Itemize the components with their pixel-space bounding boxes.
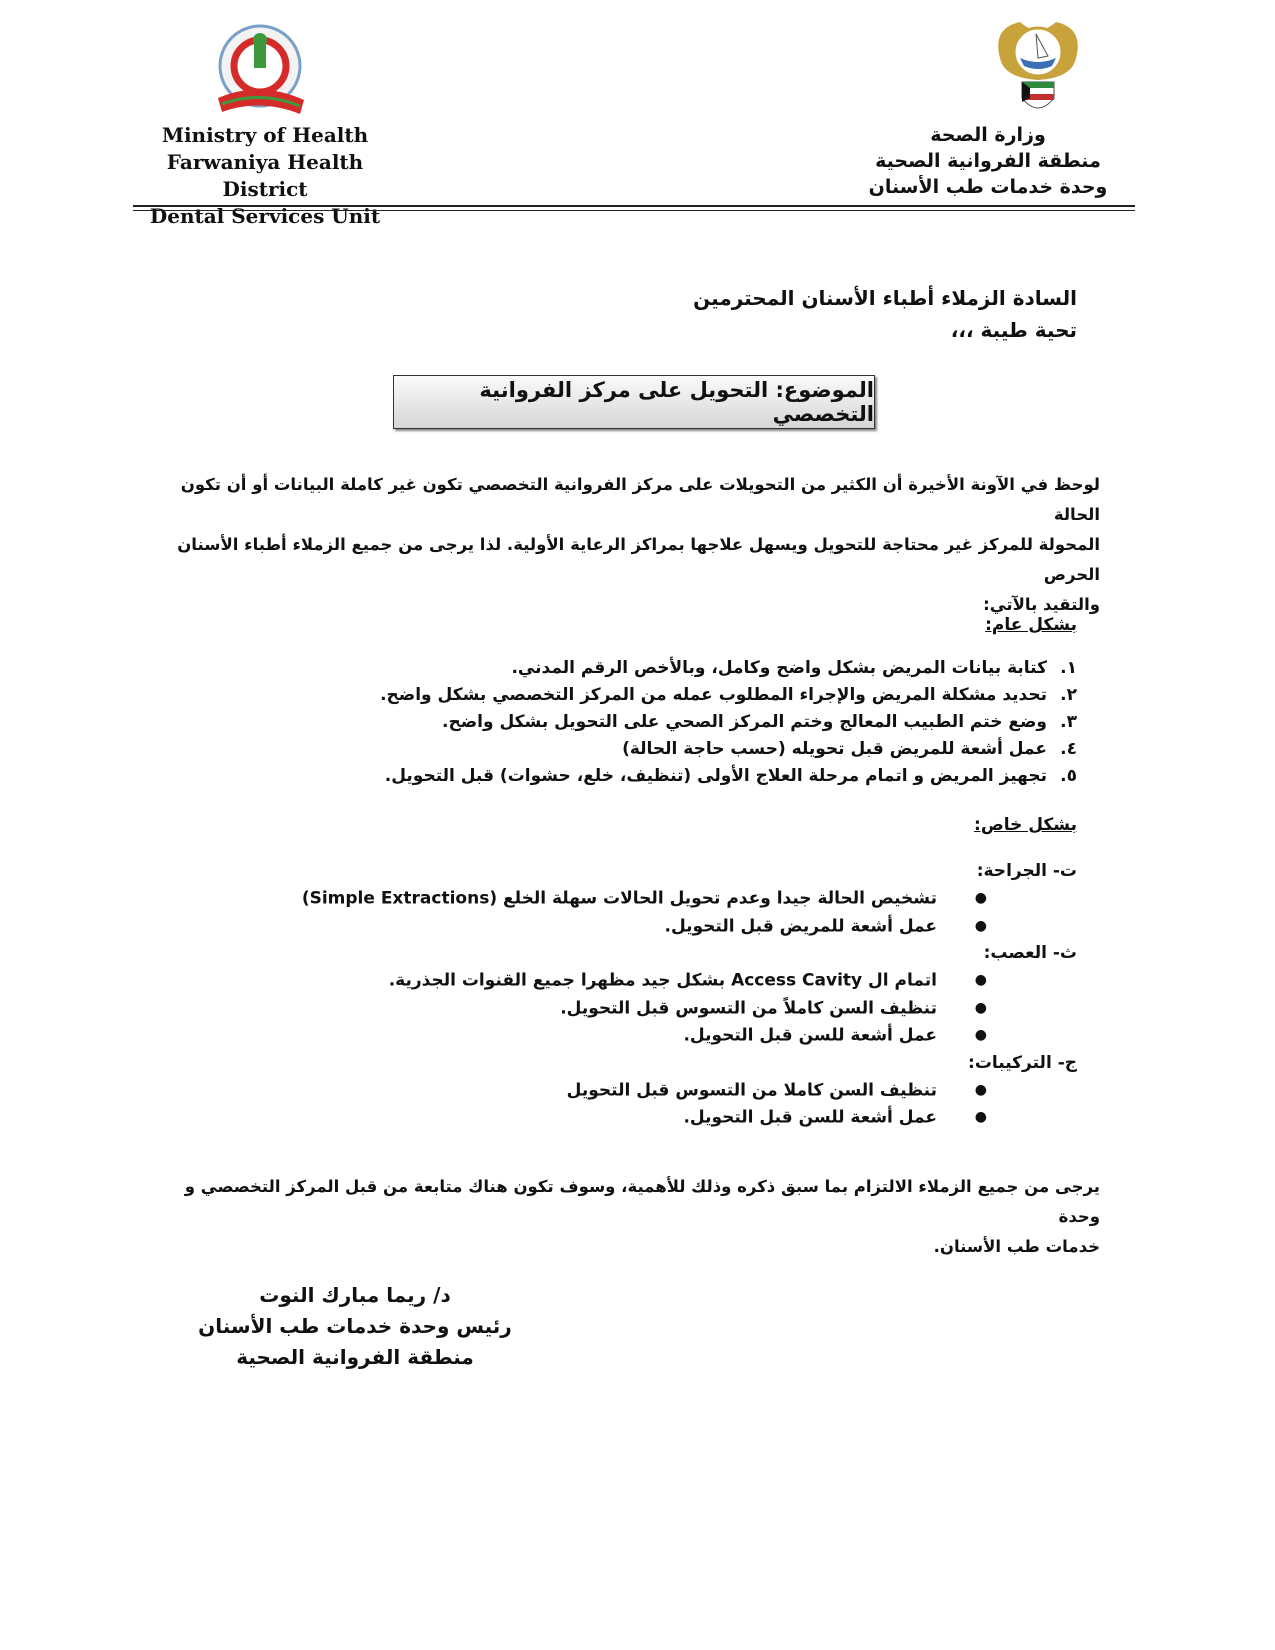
bullet-text: تنظيف السن كاملاً من التسوس قبل التحويل. bbox=[560, 998, 937, 1018]
bullet-item bbox=[197, 1104, 987, 1132]
item-text: كتابة بيانات المريض بشكل واضح وكامل، وبالأخص الرقم المدني. bbox=[511, 658, 1047, 678]
bullet-icon: ● bbox=[974, 999, 987, 1016]
group-label: ت- الجراحة: bbox=[976, 861, 1077, 881]
bullet-text: عمل أشعة للسن قبل التحويل. bbox=[683, 1107, 937, 1128]
general-list bbox=[217, 655, 1077, 790]
list-item bbox=[217, 763, 1077, 790]
list-item bbox=[217, 709, 1077, 736]
bullet-icon: ● bbox=[974, 1109, 987, 1125]
item-text: تحديد مشكلة المريض والإجراء المطلوب عمله من المركز التخصصي بشكل واضح. bbox=[380, 685, 1047, 705]
specific-heading: بشكل خاص: bbox=[974, 815, 1077, 835]
bullet-item bbox=[197, 1077, 987, 1105]
specific-list bbox=[197, 858, 1077, 1132]
farwaniya-district-logo bbox=[208, 18, 308, 118]
intro-line: لوحظ في الآونة الأخيرة أن الكثير من التحويلات على مركز الفروانية التخصصي تكون غير كاملة البيانات أو أن تكون الحالة bbox=[180, 475, 1100, 524]
signature-block bbox=[190, 1280, 520, 1373]
item-number: ٥. bbox=[1060, 766, 1077, 786]
bullet-text: تنظيف السن كاملا من التسوس قبل التحويل bbox=[566, 1080, 937, 1100]
general-heading: بشكل عام: bbox=[985, 615, 1077, 635]
header-en-line: Ministry of Health bbox=[161, 123, 369, 147]
header-ar-line: وحدة خدمات طب الأسنان bbox=[868, 176, 1108, 198]
intro-paragraph bbox=[140, 470, 1100, 620]
bullet-icon: ● bbox=[974, 972, 987, 988]
item-text: وضع ختم الطبيب المعالج وختم المركز الصحي على التحويل بشكل واضح. bbox=[442, 712, 1047, 732]
header-ar-line: وزارة الصحة bbox=[930, 124, 1046, 146]
bullet-icon: ● bbox=[974, 1027, 987, 1043]
item-number: ٤. bbox=[1060, 739, 1077, 759]
item-number: ٢. bbox=[1060, 685, 1077, 705]
list-item bbox=[217, 682, 1077, 709]
header-en-line: Farwaniya Health District bbox=[166, 150, 364, 201]
bullet-item bbox=[197, 995, 987, 1023]
bullet-text: تشخيص الحالة جيدا وعدم تحويل الحالات سهلة الخلع (Simple Extractions) bbox=[301, 888, 937, 909]
bullet-icon: ● bbox=[974, 917, 987, 934]
bullet-text: عمل أشعة للمريض قبل التحويل. bbox=[664, 916, 937, 936]
list-item bbox=[217, 736, 1077, 763]
header-en-line: Dental Services Unit bbox=[149, 204, 381, 228]
bullet-icon: ● bbox=[974, 1081, 987, 1098]
bullet-item bbox=[197, 913, 987, 941]
group-label: ث- العصب: bbox=[983, 943, 1077, 963]
bullet-icon: ● bbox=[974, 890, 987, 906]
closing-line: يرجى من جميع الزملاء الالتزام بما سبق ذكره وذلك للأهمية، وسوف تكون هناك متابعة من قبل المركز التخصصي و وحدة bbox=[184, 1177, 1100, 1226]
greeting bbox=[377, 282, 1077, 346]
item-text: تجهيز المريض و اتمام مرحلة العلاج الأولى (تنظيف، خلع، حشوات) قبل التحويل. bbox=[384, 766, 1047, 786]
kuwait-emblem bbox=[990, 18, 1086, 124]
closing-line: خدمات طب الأسنان. bbox=[933, 1237, 1100, 1256]
group-label: ج- التركيبات: bbox=[968, 1052, 1077, 1073]
item-number: ٣. bbox=[1060, 712, 1077, 732]
item-number: ١. bbox=[1060, 658, 1077, 678]
bullet-item bbox=[197, 1022, 987, 1050]
bullet-text: عمل أشعة للسن قبل التحويل. bbox=[683, 1025, 937, 1046]
signature-name: د/ ريما مبارك النوت bbox=[259, 1283, 451, 1307]
header-arabic bbox=[858, 122, 1118, 200]
item-text: عمل أشعة للمريض قبل تحويله (حسب حاجة الحالة) bbox=[622, 739, 1047, 759]
signature-title: رئيس وحدة خدمات طب الأسنان bbox=[198, 1314, 512, 1338]
intro-line: والتقيد بالآتي: bbox=[983, 595, 1100, 614]
subject-box: الموضوع: التحويل على مركز الفروانية التخصصي bbox=[393, 375, 875, 429]
closing-paragraph bbox=[160, 1172, 1100, 1262]
greeting-line: تحية طيبة ،،، bbox=[950, 318, 1077, 342]
header-rule-thin bbox=[133, 210, 1135, 211]
bullet-item bbox=[197, 885, 987, 913]
header-rule bbox=[133, 205, 1135, 207]
header-ar-line: منطقة الفروانية الصحية bbox=[875, 150, 1101, 172]
bullet-item bbox=[197, 967, 987, 995]
signature-district: منطقة الفروانية الصحية bbox=[236, 1345, 474, 1369]
bullet-text: اتمام ال Access Cavity بشكل جيد مظهرا جميع القنوات الجذرية. bbox=[388, 970, 937, 991]
header-english bbox=[130, 122, 400, 230]
greeting-line: السادة الزملاء أطباء الأسنان المحترمين bbox=[693, 286, 1077, 310]
list-item bbox=[217, 655, 1077, 682]
intro-line: المحولة للمركز غير محتاجة للتحويل ويسهل علاجها بمراكز الرعاية الأولية. لذا يرجى من جميع الزملاء أطباء الأسنان الحرص bbox=[177, 535, 1100, 584]
